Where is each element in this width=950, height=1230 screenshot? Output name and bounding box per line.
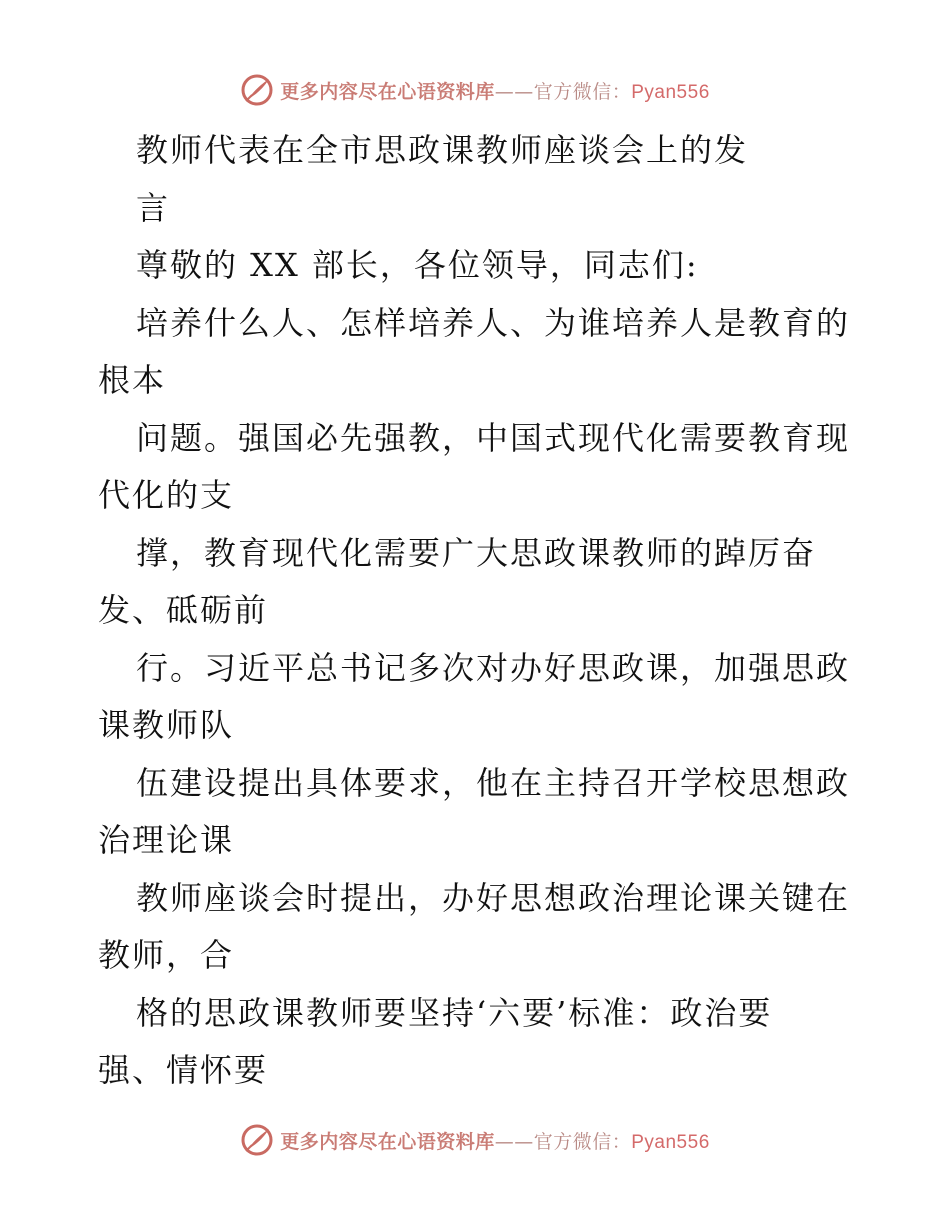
paragraph-line: 行。习近平总书记多次对办好思政课，加强思政 [136, 648, 851, 687]
paragraph-line: 课教师队 [98, 706, 235, 744]
paragraph-line: 教师，合 [98, 936, 235, 974]
feather-circle-logo-icon [240, 1123, 274, 1157]
paragraph-line: 强、情怀要 [98, 1051, 269, 1089]
watermark-text [280, 77, 710, 104]
paragraph-line: 问题。强国必先强教，中国式现代化需要教育现 [136, 418, 851, 457]
watermark-brand: 更多内容尽在心语资料库 [280, 80, 495, 103]
watermark-wechat-label: 官方微信： [533, 1130, 632, 1153]
watermark-brand: 更多内容尽在心语资料库 [280, 1130, 495, 1153]
watermark-separator: —— [494, 1130, 534, 1153]
watermark-wechat-id: Pyan556 [631, 81, 710, 103]
paragraph-line: 教师座谈会时提出，办好思想政治理论课关键在 [136, 878, 851, 917]
document-title-line-2: 言 [136, 188, 171, 227]
document-title-line-1: 教师代表在全市思政课教师座谈会上的发 [136, 131, 749, 169]
paragraph-line: 伍建设提出具体要求，他在主持召开学校思想政 [136, 763, 851, 802]
paragraph-line: 治理论课 [98, 821, 235, 859]
document-body [98, 122, 868, 1100]
watermark-text [280, 1127, 710, 1154]
header-watermark [0, 70, 950, 110]
watermark-wechat-label: 官方微信： [533, 80, 632, 103]
paragraph-line: 格的思政课教师要坚持‘六要’标准：政治要 [136, 993, 773, 1032]
paragraph-line: 培养什么人、怎样培养人、为谁培养人是教育的 [136, 303, 851, 342]
feather-circle-logo-icon [240, 73, 274, 107]
watermark-wechat-id: Pyan556 [631, 1131, 710, 1153]
paragraph-line: 代化的支 [98, 476, 235, 514]
salutation-line: 尊敬的 XX 部长，各位领导，同志们: [136, 246, 699, 284]
watermark-separator: —— [494, 80, 534, 103]
paragraph-line: 发、砥砺前 [98, 591, 269, 629]
paragraph-line: 撑，教育现代化需要广大思政课教师的踔厉奋 [136, 533, 817, 572]
paragraph-line: 根本 [98, 361, 167, 399]
footer-watermark [0, 1120, 950, 1160]
